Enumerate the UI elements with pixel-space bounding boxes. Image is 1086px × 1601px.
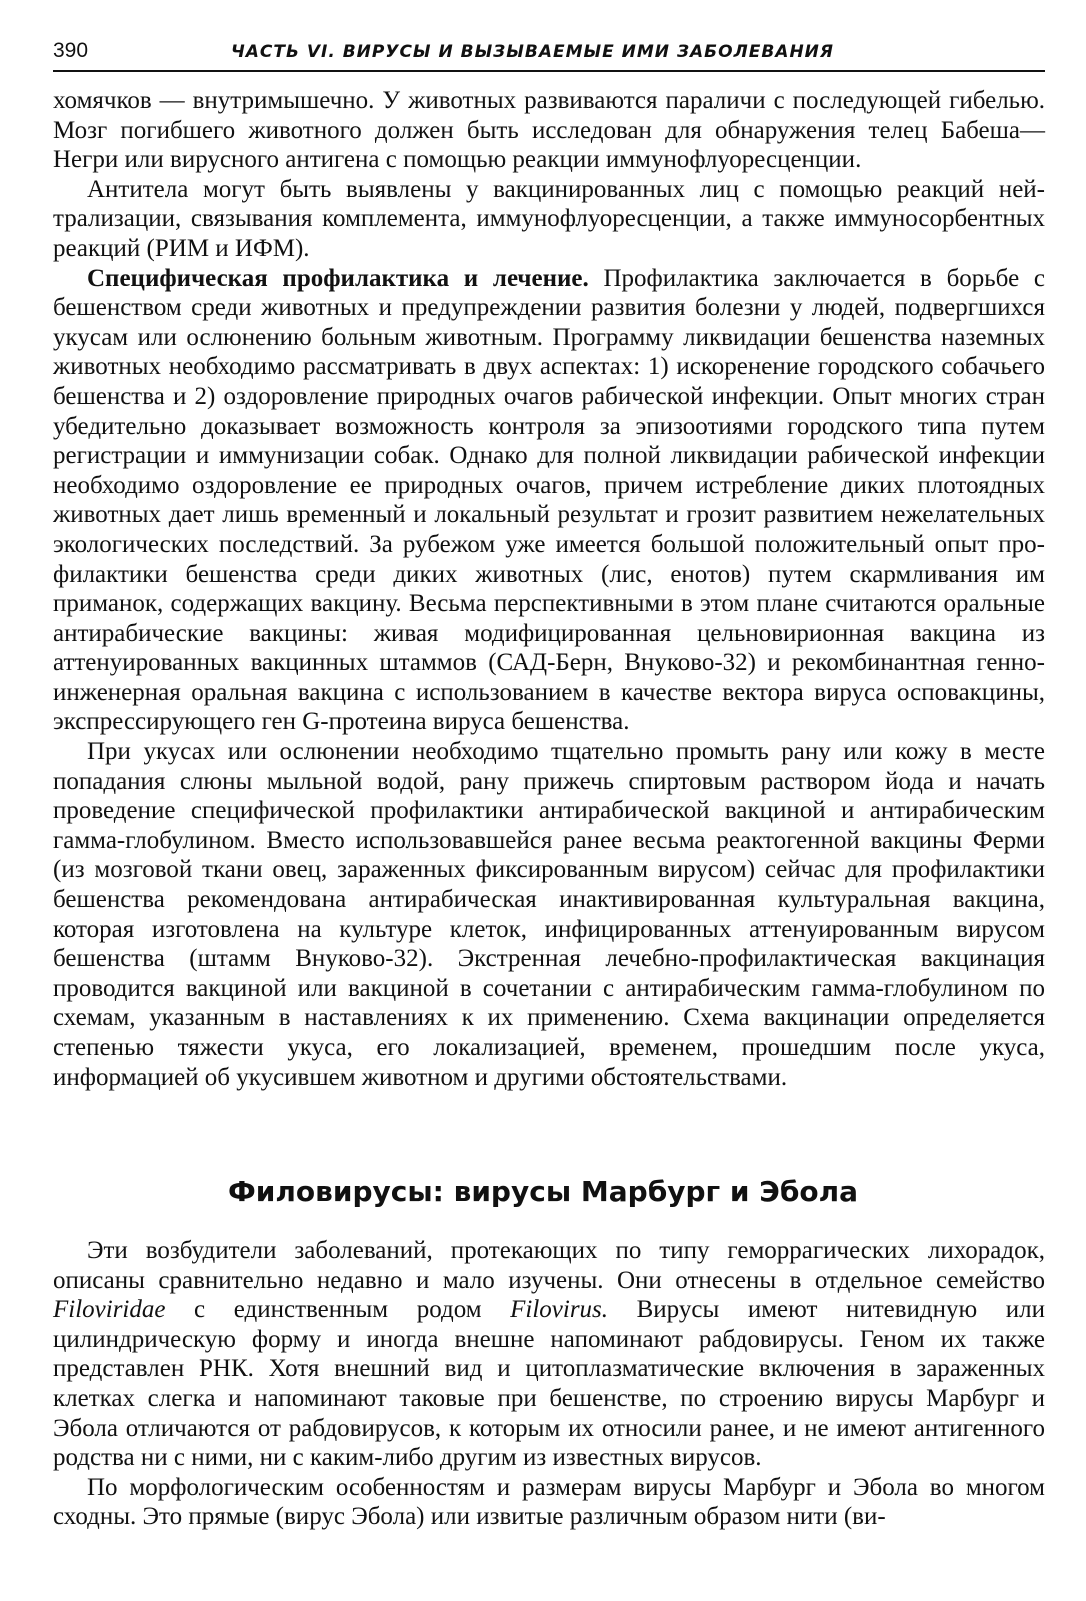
paragraph-text: Эти возбудители заболеваний, протекающих по типу геморрагических лихорадок, описаны сравнительно недавно и мало изучены. Они отнесены в отдельное семейство (53, 1237, 1045, 1294)
paragraph (53, 1236, 1045, 1473)
paragraph: По морфологическим особенностям и размерам вирусы Марбург и Эбола во многом сходны. Это прямые (вирус Эбола) или извитые различным образом нити (ви- (53, 1473, 1045, 1531)
page-number: 390 (53, 39, 89, 62)
page-header (53, 36, 1045, 72)
paragraph-text: Вирусы имеют нитевидную или цилиндрическую форму и иногда внешне напоминают рабдовирусы. Геном их также представлен РНК. Хотя внешний вид и цитоплазматические включения в зараженных клетках слегка и напоминают таковые при бешенстве, по строению вирусы Марбург и Эбола отличаются от рабдовирусов, к которым их относили ранее, и не имеют антигенного родства ни с ними, ни с каким-либо другим из известных вирусов. (53, 1296, 1045, 1472)
paragraph: При укусах или ослюнении необходимо тщательно промыть рану или кожу в месте попадания слюны мыльной водой, рану прижечь спиртовым раствором йода и начать проведение специфической профилактики антирабической вакциной и антирабическим гамма-глобулином. Вместо использовавшейся ранее весьма реактогенной вакцины Ферми (из мозговой ткани овец, зараженных фиксированным вирусом) сейчас для профилактики бешенства рекомендована антирабическая инактивированная культуральная вакцина, которая изготовлена на культуре клеток, инфицированных аттенуированным вирусом бешенства (штамм Внуково-32). Экстренная лечебно-профилактическая вакцинация проводится вакциной или вакциной в сочетании с антирабическим гамма-глобулином по схемам, указанным в наставлениях к их применению. Схема вакцинации определяется степенью тяжести укуса, его локализацией, временем, прошедшим после укуса, информацией об укусившем животном и другими обстоятельствами. (53, 738, 1045, 1091)
paragraph: Антитела могут быть выявлены у вакцинированных лиц с помощью реакций нейтрализации, связывания комплемента, иммунофлуоресценции, а также иммуносорбентных реакций (РИМ и ИФМ). (53, 175, 1045, 262)
paragraph-lead-heading: Специфическая профилактика и лечение. (87, 264, 589, 292)
section-rabies-text (53, 86, 1045, 1092)
paragraph: хомячков — внутримышечно. У животных развиваются параличи с последующей гибелью. Мозг погибшего животного должен быть исследован для обнаружения телец Бабеша—Негри или вирусного антигена с помощью реакции иммунофлуоресценции. (53, 87, 1045, 174)
paragraph-text: Профилактика заключается в борьбе с бешенством среди животных и предупреждении развития болезни у людей, подвергшихся укусам или ослюнению больным животным. Программу ликвидации бешенства наземных животных необходимо рассматривать в двух аспектах: 1) искоренение городского собачьего бешенства и 2) оздоровление природных очагов рабической инфекции. Опыт многих стран убедительно доказывает возможность контроля за эпизоотиями городского типа путем регистрации и иммунизации собак. Однако для полной ликвидации рабической инфекции необходимо оздоровление ее природных очагов, причем истребление диких плотоядных животных дает лишь временный и локальный результат и грозит развитием нежелательных экологических последствий. За рубежом уже имеется большой положительный опыт профилактики бешенства среди диких животных (лис, енотов) путем скармливания им приманок, содержащих вакцину. Весьма перспективными в этом плане считаются оральные антирабические вакцины: живая модифицированная цельновирионная вакцина из аттенуированных вакцинных штаммов (САД-Берн, Внуково-32) и рекомбинантная генно-инженерная оральная вакцина с использованием в качестве вектора вируса осповакцины, экспрессирующего ген G-протеина вируса бешенства. (53, 264, 1045, 736)
paragraph (53, 264, 1045, 738)
taxon-family: Filoviridae (53, 1296, 166, 1324)
running-head: ЧАСТЬ VI. ВИРУСЫ И ВЫЗЫВАЕМЫЕ ИМИ ЗАБОЛЕВАНИЯ (231, 42, 834, 62)
section-title: Филовирусы: вирусы Марбург и Эбола (227, 1175, 859, 1208)
paragraph-text: с единственным родом (165, 1296, 511, 1324)
taxon-genus: Filovirus. (510, 1296, 609, 1324)
section-filovirus-text (53, 1236, 1045, 1532)
